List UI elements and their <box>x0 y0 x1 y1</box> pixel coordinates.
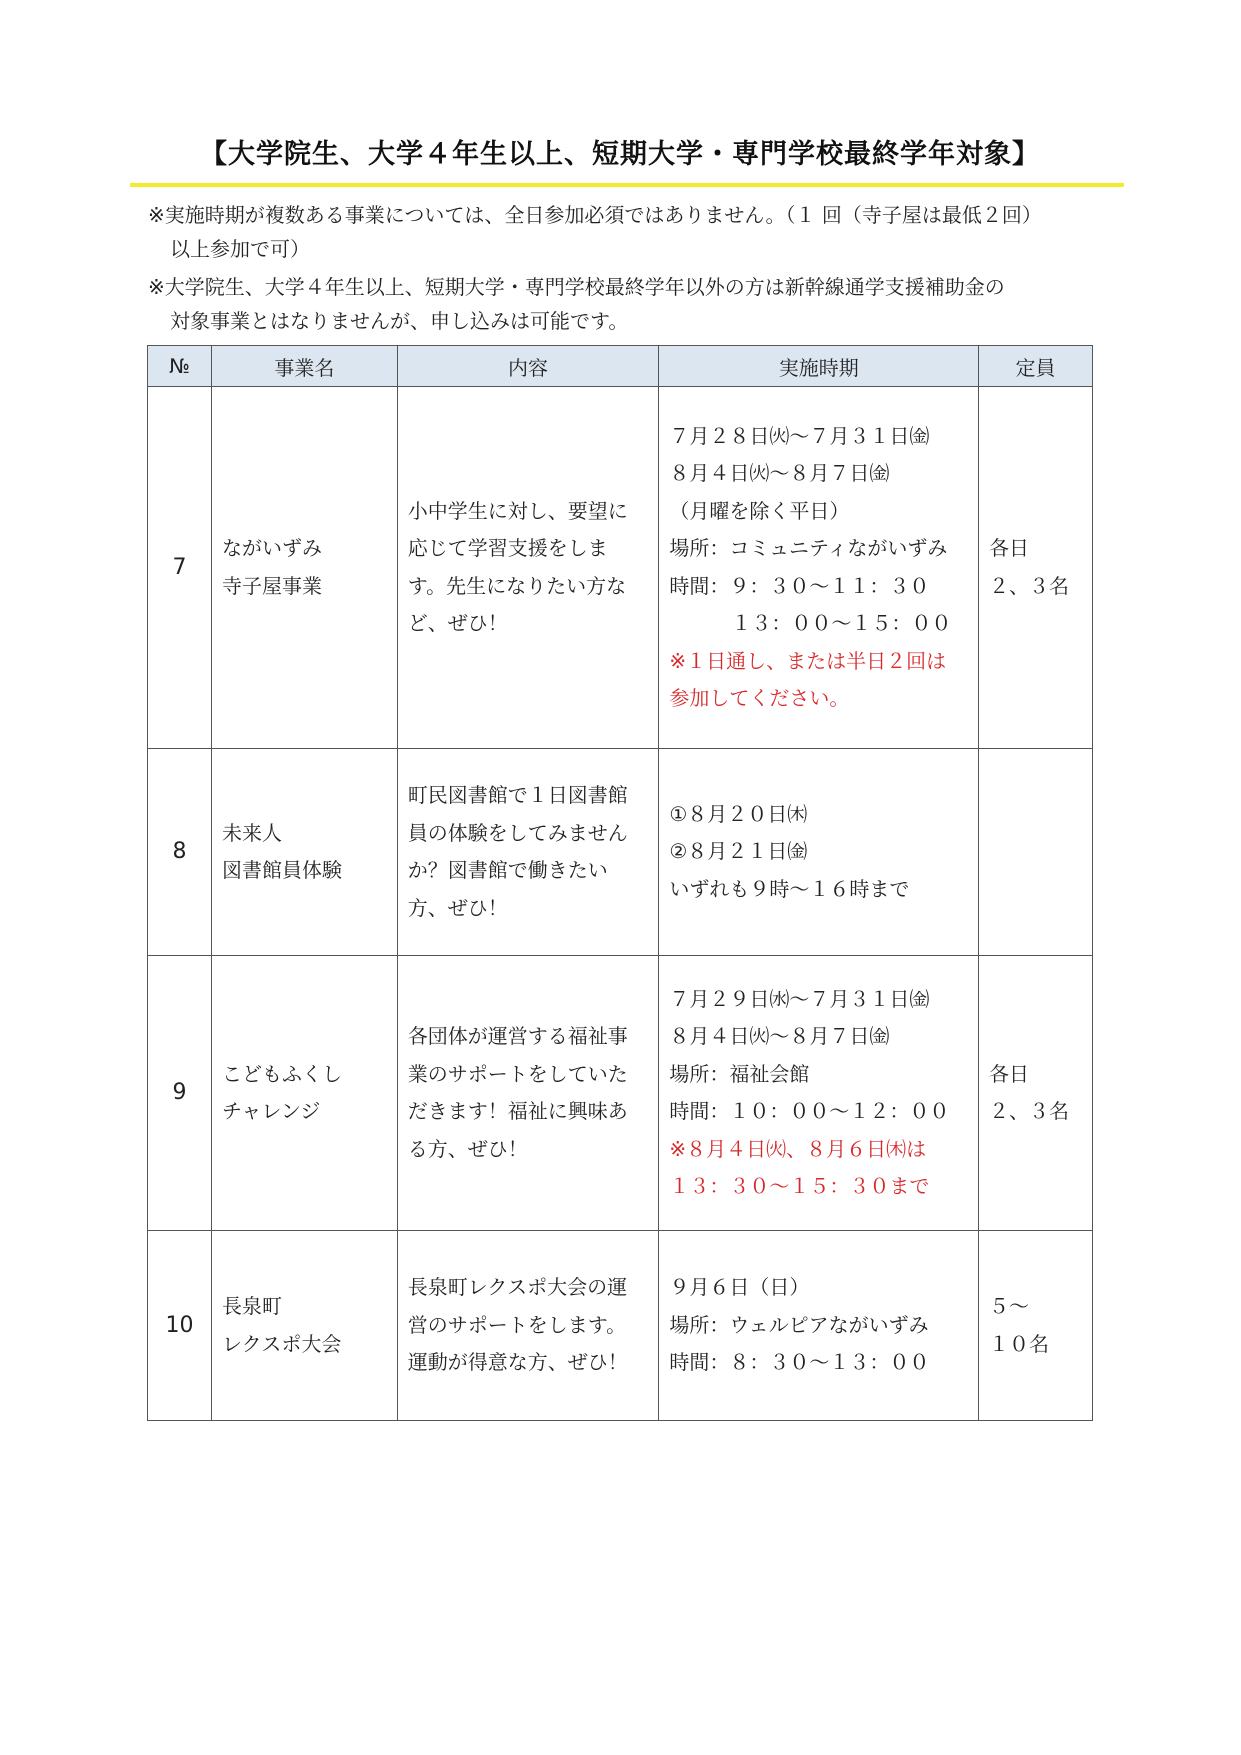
table-row <box>148 387 1093 749</box>
table-row <box>148 956 1093 1231</box>
period-note: ※８月４日㈫、８月６日㈭は <box>669 1136 927 1161</box>
note-1-line-1: ※実施時期が複数ある事業については、全日参加必須ではありません。（１ 回（寺子屋は最低２回） <box>148 203 1042 227</box>
header-content: 内容 <box>397 346 659 387</box>
content-line: か？図書館で働きたい <box>407 858 608 882</box>
capacity-line: ２、３名 <box>989 573 1070 598</box>
row-content <box>397 956 659 1231</box>
row-content <box>397 1231 659 1421</box>
name-line: ながいずみ <box>221 536 322 560</box>
header-period: 実施時期 <box>659 346 979 387</box>
period-line: 時間：８：３０～１３：００ <box>669 1350 930 1375</box>
note-1-line-2: 以上参加で可） <box>170 237 310 261</box>
period-line: ①８月２０日㈭ <box>669 801 808 826</box>
row-period <box>659 1231 979 1421</box>
table-row <box>148 1231 1093 1421</box>
content-line: 員の体験をしてみません <box>407 820 628 845</box>
content-line: 各団体が運営する福祉事 <box>407 1024 628 1048</box>
row-period <box>659 749 979 956</box>
table-header-row <box>148 346 1093 387</box>
row-no: 8 <box>148 749 212 956</box>
row-period <box>659 956 979 1231</box>
program-table <box>147 345 1093 1421</box>
row-no: 7 <box>148 387 212 749</box>
name-line: こどもふくし <box>221 1061 342 1086</box>
content-line: 応じて学習支援をしま <box>407 536 608 560</box>
row-capacity <box>979 387 1093 749</box>
row-period <box>659 387 979 749</box>
period-note: １３：３０～１５：３０まで <box>669 1174 930 1198</box>
period-line: ７月２８日㈫～７月３１日㈮ <box>669 423 930 448</box>
row-name <box>211 956 397 1231</box>
row-capacity <box>979 956 1093 1231</box>
note-2 <box>148 270 1005 338</box>
period-line: （月曜を除く平日） <box>669 498 850 523</box>
content-line: 営のサポートをします。 <box>407 1312 627 1337</box>
period-line: 時間：１０：００～１２：００ <box>669 1099 950 1123</box>
period-line: ８月４日㈫～８月７日㈮ <box>669 461 890 485</box>
period-line: 場所：ウェルピアながいずみ <box>669 1312 929 1337</box>
table-row <box>148 749 1093 956</box>
content-line: 長泉町レクスポ大会の運 <box>407 1275 628 1300</box>
content-line: 町民図書館で１日図書館 <box>407 783 628 807</box>
content-line: す。先生になりたい方な <box>407 573 627 598</box>
note-2-line-2: 対象事業とはなりませんが、申し込みは可能です。 <box>170 309 629 333</box>
row-content <box>397 749 659 956</box>
capacity-line: ５～ <box>989 1294 1030 1318</box>
content-line: る方、ぜひ！ <box>407 1136 528 1161</box>
row-content <box>397 387 659 749</box>
capacity-line: 各日 <box>989 536 1030 560</box>
title-underline <box>130 183 1124 187</box>
period-line: ８月４日㈫～８月７日㈮ <box>669 1024 890 1048</box>
row-no: 9 <box>148 956 212 1231</box>
row-capacity <box>979 1231 1093 1421</box>
row-capacity <box>979 749 1093 956</box>
content-line: ど、ぜひ！ <box>407 611 508 635</box>
capacity-line: １０名 <box>989 1331 1050 1356</box>
name-line: 長泉町 <box>221 1294 282 1318</box>
name-line: チャレンジ <box>221 1099 321 1123</box>
content-line: 方、ぜひ！ <box>407 895 508 920</box>
period-line: ９月６日（日） <box>669 1275 810 1300</box>
row-name <box>211 387 397 749</box>
period-line: いずれも９時～１６時まで <box>669 876 910 901</box>
period-line: １３：００～１５：００ <box>731 611 952 635</box>
name-line: 寺子屋事業 <box>221 573 322 598</box>
row-name <box>211 749 397 956</box>
period-note: 参加してください。 <box>669 686 850 710</box>
content-line: 運動が得意な方、ぜひ！ <box>407 1350 628 1375</box>
period-line: 時間：９：３０～１１：３０ <box>669 573 930 598</box>
period-line: 場所：コミュニティながいずみ <box>669 536 948 560</box>
header-no: № <box>148 346 212 387</box>
name-line: レクスポ大会 <box>221 1331 342 1356</box>
page-title: 【大学院生、大学４年生以上、短期大学・専門学校最終学年対象】 <box>200 139 1040 170</box>
name-line: 未来人 <box>221 820 282 845</box>
header-name: 事業名 <box>211 346 397 387</box>
note-1 <box>148 198 1042 266</box>
period-line: ７月２９日㈬～７月３１日㈮ <box>669 986 930 1011</box>
name-line: 図書館員体験 <box>221 858 342 882</box>
content-line: だきます！福祉に興味あ <box>407 1099 628 1123</box>
period-line: ②８月２１日㈮ <box>669 839 808 864</box>
note-2-line-1: ※大学院生、大学４年生以上、短期大学・専門学校最終学年以外の方は新幹線通学支援補助金の <box>148 275 1005 299</box>
content-line: 小中学生に対し、要望に <box>407 498 628 523</box>
period-line: 場所：福祉会館 <box>669 1061 810 1086</box>
header-capacity: 定員 <box>979 346 1093 387</box>
period-note: ※１日通し、または半日２回は <box>669 648 947 673</box>
content-line: 業のサポートをしていた <box>407 1061 628 1086</box>
capacity-line: ２、３名 <box>989 1099 1070 1123</box>
row-name <box>211 1231 397 1421</box>
capacity-line: 各日 <box>989 1061 1030 1086</box>
row-no: 10 <box>148 1231 212 1421</box>
